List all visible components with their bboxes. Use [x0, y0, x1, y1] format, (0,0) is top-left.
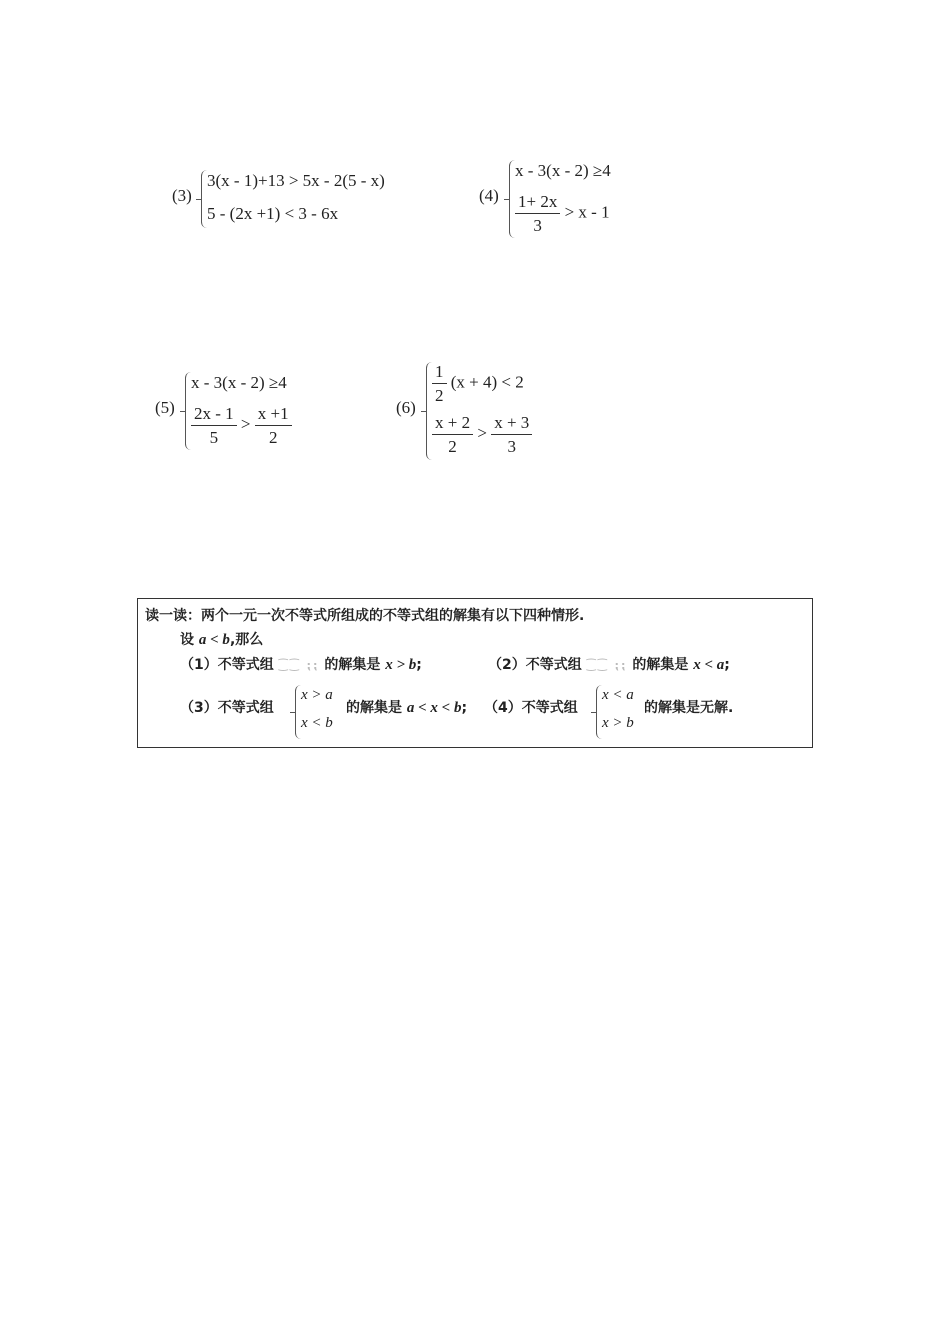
- case-2-system-glyph: ⁐⁐ ⁏⁏: [586, 659, 628, 672]
- problem-4-label: (4): [479, 186, 499, 205]
- problem-5-label: (5): [155, 398, 175, 417]
- problem-5-line1: x - 3(x - 2) ≥4: [191, 373, 287, 392]
- problem-4-rhs: > x - 1: [564, 202, 610, 222]
- case-1-prefix: （1）不等式组: [180, 657, 274, 673]
- problem-6-frac2-numerator: x + 3: [491, 414, 532, 435]
- problem-5-operator: >: [240, 414, 251, 434]
- problem-6-frac2-denominator: 3: [507, 437, 516, 456]
- case-4-prefix: （4）不等式组: [484, 700, 578, 716]
- problem-6-frac0-numerator: 1: [432, 363, 447, 384]
- case-2-mid: 的解集是: [632, 657, 689, 673]
- reading-box-premise: [180, 629, 263, 649]
- problem-5-frac1-numerator: 2x - 1: [191, 405, 237, 426]
- problem-5-fraction-right: [255, 405, 292, 446]
- problem-5-frac1-denominator: 5: [209, 428, 219, 447]
- problem-4-frac-denominator: 3: [533, 216, 542, 235]
- problem-6-frac1-denominator: 2: [448, 437, 457, 456]
- case-1-system-glyph: ⁐⁐ ⁏⁏: [278, 659, 320, 672]
- premise-math: a < b: [198, 632, 230, 648]
- problem-6-frac0-denominator: 2: [435, 386, 444, 405]
- problem-5-fraction-left: [191, 405, 237, 446]
- problem-3-line2: 5 - (2x +1) < 3 - 6x: [207, 204, 339, 223]
- problem-5-frac2-denominator: 2: [268, 428, 278, 447]
- case-3-mid: 的解集是: [346, 700, 402, 716]
- reading-box: [137, 598, 813, 748]
- problem-6-fraction-half: [432, 363, 447, 404]
- case-4-result: 的解集是无解.: [644, 700, 734, 716]
- problem-5-frac2-numerator: x +1: [255, 405, 292, 426]
- case-3-math: a < x < b: [406, 700, 462, 716]
- case-2-prefix: （2）不等式组: [488, 657, 582, 673]
- problem-3-line1: 3(x - 1)+13 > 5x - 2(5 - x): [207, 171, 385, 190]
- case-3-result: [346, 697, 467, 717]
- problem-6-line2: [432, 414, 532, 455]
- problem-6-line1: [432, 363, 524, 404]
- problem-4-line2: [515, 193, 610, 234]
- problem-4-line1: x - 3(x - 2) ≥4: [515, 161, 611, 180]
- problem-6-frac1-numerator: x + 2: [432, 414, 473, 435]
- case-1-sep: ;: [416, 657, 422, 673]
- problem-4-fraction: [515, 193, 560, 234]
- case-1-mid: 的解集是: [324, 657, 381, 673]
- case-2: [488, 654, 730, 674]
- case-2-end: ;: [724, 657, 730, 673]
- problem-6-fraction-right: [491, 414, 532, 455]
- case-4-line1: x < a: [602, 687, 634, 703]
- problem-3-label: (3): [172, 186, 192, 205]
- premise-suffix: ,那么: [229, 632, 264, 648]
- problem-5-line2: [191, 405, 292, 446]
- problem-6-line1-rest: (x + 4) < 2: [450, 372, 524, 392]
- case-1: [180, 654, 422, 674]
- case-2-math: x < a: [693, 657, 725, 673]
- problem-4-frac-numerator: 1+ 2x: [515, 193, 560, 214]
- premise-prefix: 设: [180, 632, 194, 648]
- problem-6-fraction-left: [432, 414, 473, 455]
- case-4-line2: x > b: [602, 715, 634, 731]
- case-3-prefix: （3）不等式组: [180, 700, 274, 716]
- case-3-line1: x > a: [301, 687, 333, 703]
- problem-6-label: (6): [396, 398, 416, 417]
- problem-6-operator: >: [477, 423, 487, 443]
- case-3-sep: ;: [461, 700, 468, 716]
- case-3-line2: x < b: [301, 715, 333, 731]
- reading-box-title: 读一读：两个一元一次不等式所组成的不等式组的解集有以下四种情形.: [145, 608, 585, 624]
- case-1-math: x > b: [385, 657, 417, 673]
